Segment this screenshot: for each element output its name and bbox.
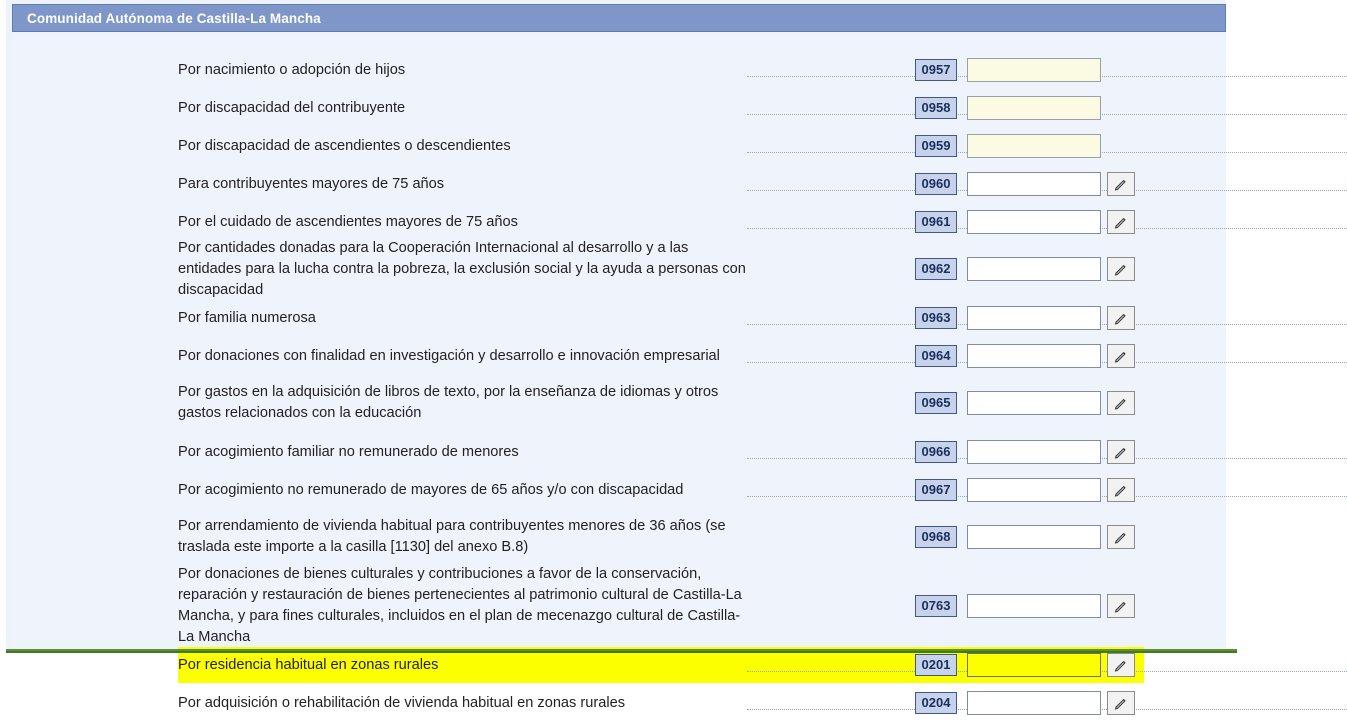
deduction-label-wrap [12, 480, 747, 501]
amount-field[interactable] [967, 594, 1101, 618]
deduction-row-inner [12, 239, 1226, 298]
box-code: 0959 [915, 135, 957, 157]
box-code: 0964 [915, 345, 957, 367]
window-titlebar [12, 4, 1226, 32]
deduction-controls [915, 478, 1135, 502]
deduction-label: Por el cuidado de ascendientes mayores de 75 años [178, 212, 747, 233]
pencil-icon[interactable] [1107, 653, 1135, 677]
box-code: 0763 [915, 595, 957, 617]
pencil-icon[interactable] [1107, 391, 1135, 415]
deduction-label: Por acogimiento no remunerado de mayores de 65 años y/o con discapacidad [178, 480, 747, 501]
pencil-icon[interactable] [1107, 478, 1135, 502]
deduction-row [12, 300, 1226, 336]
deduction-controls [915, 134, 1135, 158]
form-sheet [12, 34, 1226, 711]
deduction-row [12, 565, 1226, 645]
pencil-icon[interactable] [1107, 525, 1135, 549]
deduction-label: Por residencia habitual en zonas rurales [178, 655, 747, 676]
deduction-label-wrap [12, 136, 747, 157]
deduction-label-wrap [12, 308, 747, 329]
deduction-label-wrap [12, 564, 747, 648]
pencil-icon[interactable] [1107, 344, 1135, 368]
deduction-controls [915, 440, 1135, 464]
deduction-row [12, 338, 1226, 374]
amount-field-readonly [967, 96, 1101, 120]
deduction-label: Por gastos en la adquisición de libros de texto, por la enseñanza de idiomas y otros gastos relacionados con la educación [178, 384, 719, 421]
pencil-icon[interactable] [1107, 306, 1135, 330]
deduction-label: Por adquisición o rehabilitación de vivienda habitual en zonas rurales [178, 693, 747, 714]
deduction-controls [915, 210, 1135, 234]
box-code: 0963 [915, 307, 957, 329]
deduction-row-inner [12, 300, 1226, 336]
deduction-controls [915, 172, 1135, 196]
pencil-icon[interactable] [1107, 691, 1135, 715]
deduction-row-inner [12, 434, 1226, 470]
box-code: 0966 [915, 441, 957, 463]
box-code: 0961 [915, 211, 957, 233]
deduction-row-inner [12, 565, 1226, 645]
deduction-row [12, 239, 1226, 298]
deduction-label-wrap [12, 655, 747, 676]
box-code: 0957 [915, 59, 957, 81]
box-code: 0965 [915, 392, 957, 414]
deduction-label: Por familia numerosa [178, 308, 747, 329]
deduction-row [12, 685, 1226, 721]
deduction-label: Por donaciones con finalidad en investigación y desarrollo e innovación empresarial [178, 346, 747, 367]
deduction-label: Por discapacidad del contribuyente [178, 98, 747, 119]
amount-field[interactable] [967, 440, 1101, 464]
deduction-row-inner [12, 685, 1226, 721]
deduction-row [12, 90, 1226, 126]
deduction-row [12, 204, 1226, 240]
deduction-label-wrap [12, 693, 747, 714]
deduction-controls [915, 653, 1135, 677]
deduction-row-inner [12, 204, 1226, 240]
deduction-label: Por donaciones de bienes culturales y contribuciones a favor de la conservación, reparación y restauración de bienes pertenecientes al patrimonio cultural de Castilla-La Mancha, y para fines culturales, incluidos en el plan de mecenazgo cultural de Castilla-La Mancha [178, 565, 742, 645]
deduction-controls [915, 96, 1135, 120]
deduction-row-inner [12, 510, 1226, 564]
deduction-label: Por cantidades donadas para la Cooperación Internacional al desarrollo y a las entidades para la lucha contra la pobreza, la exclusión social y la ayuda a personas con discapacidad [178, 239, 746, 298]
deduction-row-inner [12, 472, 1226, 508]
deduction-label-wrap [12, 238, 747, 301]
pencil-icon[interactable] [1107, 594, 1135, 618]
box-code: 0204 [915, 692, 957, 714]
deduction-controls [915, 257, 1135, 281]
amount-field[interactable] [967, 525, 1101, 549]
deduction-controls [915, 391, 1135, 415]
deduction-row [12, 128, 1226, 164]
pencil-icon[interactable] [1107, 440, 1135, 464]
deduction-row-inner [12, 52, 1226, 88]
deduction-label-wrap [12, 212, 747, 233]
window-title: Comunidad Autónoma de Castilla-La Mancha [27, 10, 321, 26]
deduction-label-wrap [12, 442, 747, 463]
deduction-controls [915, 306, 1135, 330]
deduction-label: Por nacimiento o adopción de hijos [178, 60, 747, 81]
deduction-controls [915, 58, 1135, 82]
deduction-row [12, 52, 1226, 88]
deduction-row-inner [12, 128, 1226, 164]
amount-field[interactable] [967, 653, 1101, 677]
deduction-row [12, 376, 1226, 430]
deduction-controls [915, 344, 1135, 368]
deduction-label-wrap [12, 174, 747, 195]
box-code: 0967 [915, 479, 957, 501]
amount-field[interactable] [967, 391, 1101, 415]
deduction-controls [915, 594, 1135, 618]
amount-field[interactable] [967, 257, 1101, 281]
box-code: 0958 [915, 97, 957, 119]
deduction-label-wrap [12, 382, 747, 424]
amount-field[interactable] [967, 172, 1101, 196]
deduction-controls [915, 691, 1135, 715]
deduction-label-wrap [12, 346, 747, 367]
deduction-label-wrap [12, 60, 747, 81]
box-code: 0960 [915, 173, 957, 195]
deduction-label-wrap [12, 516, 747, 558]
deduction-controls [915, 525, 1135, 549]
amount-field[interactable] [967, 344, 1101, 368]
deduction-label: Por arrendamiento de vivienda habitual para contribuyentes menores de 36 años (se traslada este importe a la casilla [1130] del anexo B.8) [178, 518, 726, 555]
pencil-icon[interactable] [1107, 210, 1135, 234]
amount-field-readonly [967, 134, 1101, 158]
box-code: 0968 [915, 526, 957, 548]
deduction-label: Para contribuyentes mayores de 75 años [178, 174, 747, 195]
amount-field[interactable] [967, 691, 1101, 715]
deduction-label-wrap [12, 98, 747, 119]
deduction-row-inner [12, 90, 1226, 126]
box-code: 0962 [915, 258, 957, 280]
deduction-label: Por acogimiento familiar no remunerado de menores [178, 442, 747, 463]
deduction-row [12, 472, 1226, 508]
deduction-row-inner [12, 376, 1226, 430]
deduction-row [12, 510, 1226, 564]
pencil-icon[interactable] [1107, 257, 1135, 281]
amount-field[interactable] [967, 210, 1101, 234]
amount-field[interactable] [967, 478, 1101, 502]
deduction-row-inner [12, 166, 1226, 202]
deduction-row-inner [12, 338, 1226, 374]
amount-field[interactable] [967, 306, 1101, 330]
box-code: 0201 [915, 654, 957, 676]
deduction-row [12, 166, 1226, 202]
pencil-icon[interactable] [1107, 172, 1135, 196]
deduction-label: Por discapacidad de ascendientes o descendientes [178, 136, 747, 157]
deduction-row [12, 434, 1226, 470]
amount-field-readonly [967, 58, 1101, 82]
